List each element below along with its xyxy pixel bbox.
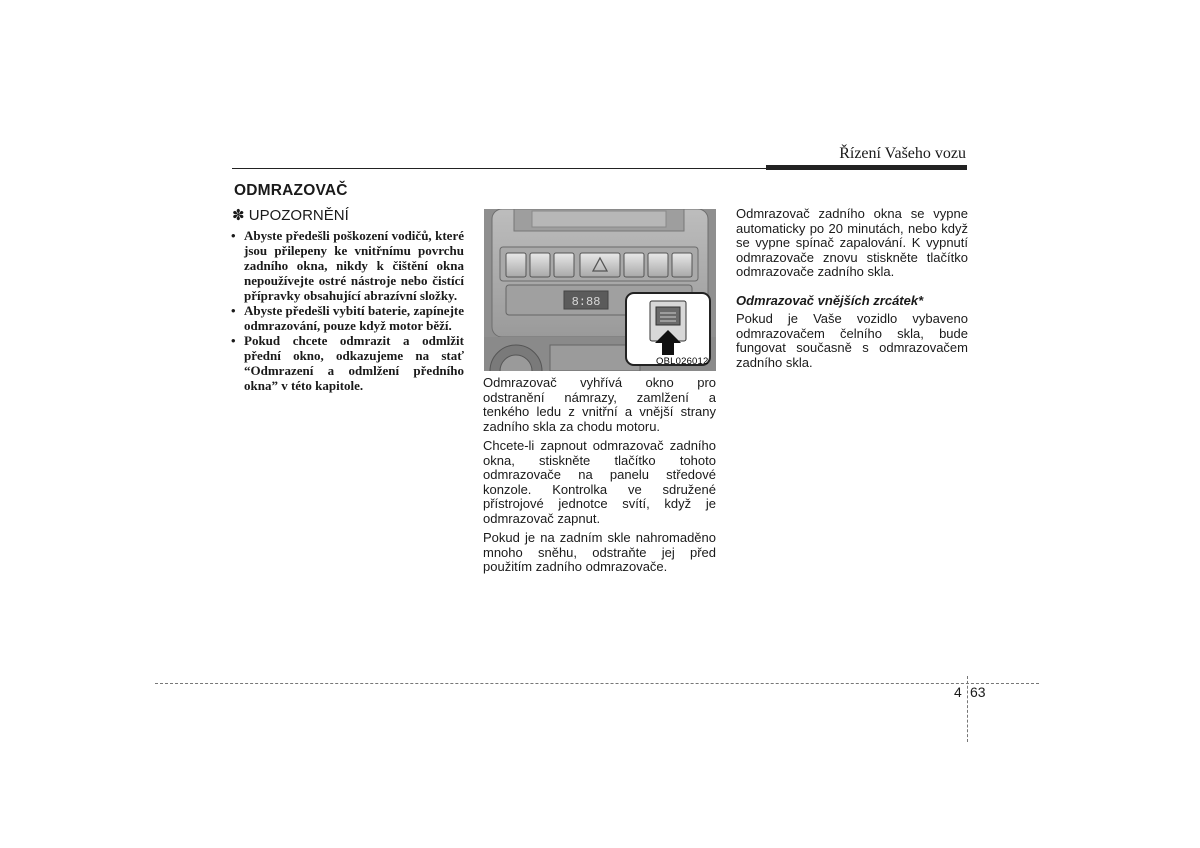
paragraph: Pokud je na zadním skle nahromaděno mnoho sněhu, odstraňte jej před použitím zadního odmrazovače.: [483, 530, 716, 574]
page-number-divider: [967, 676, 968, 742]
footer-rule: [155, 683, 1039, 684]
defroster-figure: [484, 209, 716, 371]
paragraph: Odmrazovač vyhřívá okno pro odstranění námrazy, zamlžení a tenkého ledu z vnitřní a vnější strany zadního skla za chodu motoru.: [483, 375, 716, 434]
chapter-number: 4: [954, 684, 962, 700]
warning-item: • Pokud chcete odmrazit a odmlžit přední okno, odkazujeme na stať “Odmrazení a odmlžení předního okna” v této kapitole.: [231, 333, 464, 393]
subheading: Odmrazovač vnějších zrcátek*: [736, 292, 924, 308]
warning-item: • Abyste předešli vybití baterie, zapínejte odmrazování, pouze když motor běží.: [231, 303, 464, 333]
running-header: Řízení Vašeho vozu: [839, 145, 966, 162]
body-column-3: [736, 207, 968, 370]
section-title: ODMRAZOVAČ: [234, 182, 348, 199]
warning-title: UPOZORNĚNÍ: [248, 207, 349, 224]
console-button-row: [506, 253, 692, 277]
warning-list: [231, 228, 464, 393]
warning-item: • Abyste předešli poškození vodičů, které jsou přilepeny ke vnitřnímu povrchu zadního okna, nikdy k čištění okna nepoužívejte ostré nástroje nebo čistící přípravky obsahující abrazívní složky.: [231, 228, 464, 303]
warning-asterisk-icon: ✽: [232, 207, 245, 224]
paragraph: Chcete-li zapnout odmrazovač zadního okna, stiskněte tlačítko tohoto odmrazovače na panelu středové konzole. Kontrolka ve sdružené přístrojové jednotce svítí, když je odmrazovač zapnut.: [483, 438, 716, 526]
warning-heading: [232, 206, 349, 224]
header-rule-accent: [766, 165, 967, 170]
clock-display: 8:88: [571, 295, 601, 309]
page-number: 63: [970, 684, 986, 700]
figure-code: OBL026012: [656, 356, 709, 367]
paragraph: Pokud je Vaše vozidlo vybaveno odmrazovačem čelního skla, bude fungovat současně s odmrazovačem zadního skla.: [736, 311, 968, 370]
body-column-2: [483, 376, 716, 580]
paragraph: Odmrazovač zadního okna se vypne automaticky po 20 minutách, nebo když se vypne spínač zapalování. K vypnutí odmrazovače znovu stiskněte tlačítko odmrazovače zadního skla.: [736, 206, 968, 279]
